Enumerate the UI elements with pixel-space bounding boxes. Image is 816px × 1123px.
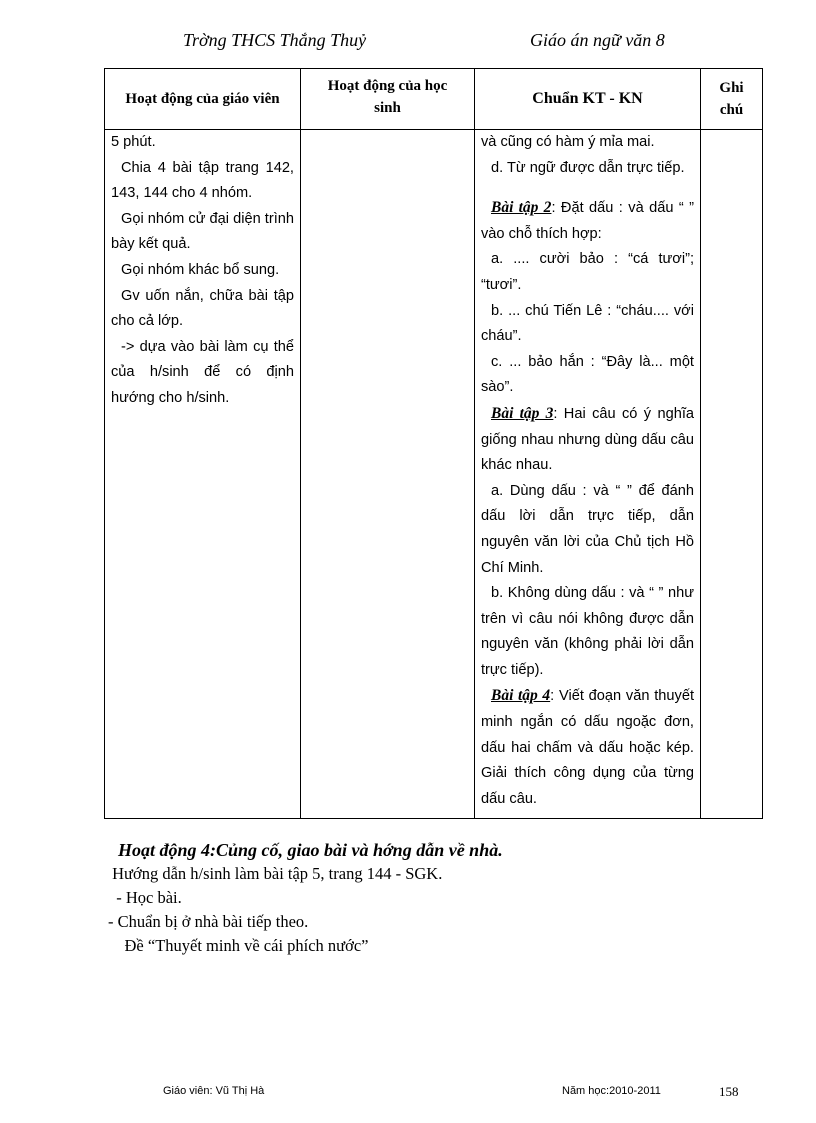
exercise-3-label: Bài tập 3 xyxy=(491,404,554,422)
teacher-line: 5 phút. xyxy=(111,134,156,150)
teacher-activity-cell xyxy=(105,130,301,819)
header-standard: Chuẩn KT - KN xyxy=(475,69,701,130)
footer-school-year: Năm học:2010-2011 xyxy=(562,1085,661,1097)
exercise-3-text: : Hai câu có ý nghĩa giống nhau nhưng dùng dấu câu khác nhau. xyxy=(481,405,694,474)
teacher-line: -> dựa vào bài làm cụ thể của h/sinh để có định hướng cho h/sinh. xyxy=(111,338,294,406)
standard-intro: d. Từ ngữ được dẫn trực tiếp. xyxy=(491,159,685,176)
header-student-activity: Hoạt động của học sinh xyxy=(301,69,475,130)
exercise-4 xyxy=(481,683,694,812)
exercise-4-text: : Viết đoạn văn thuyết minh ngắn có dấu ngoặc đơn, dấu hai chấm và dấu hoặc kép. Giải thích công dụng của từng dấu câu. xyxy=(481,688,694,807)
note-cell xyxy=(701,130,763,819)
teacher-line: Gọi nhóm cử đại diện trình bày kết quả. xyxy=(111,210,294,253)
exercise-2-b: b. ... chú Tiến Lê : “cháu.... với cháu”. xyxy=(481,302,694,345)
standard-cell xyxy=(475,130,701,819)
teacher-line: Gọi nhóm khác bổ sung. xyxy=(121,261,280,278)
lesson-table xyxy=(104,68,763,819)
header-school: Trờng THCS Thắng Thuỷ xyxy=(183,30,367,50)
footer-page-number: 158 xyxy=(719,1084,739,1099)
footer-teacher: Giáo viên: Vũ Thị Hà xyxy=(163,1085,265,1097)
exercise-2-c: c. ... bảo hắn : “Đây là... một sào”. xyxy=(481,353,694,396)
activity-4-line: Hướng dẫn h/sinh làm bài tập 5, trang 144 - SGK. xyxy=(108,864,443,883)
exercise-3 xyxy=(481,401,694,479)
activity-4-section xyxy=(108,838,503,958)
exercise-2 xyxy=(481,195,694,247)
exercise-4-label: Bài tập 4 xyxy=(491,687,551,705)
exercise-3-a: a. Dùng dấu : và “ ” để đánh dấu lời dẫn trực tiếp, dẫn nguyên văn lời của Chủ tịch Hồ Chí Minh. xyxy=(481,482,694,576)
standard-intro: và cũng có hàm ý mỉa mai. xyxy=(481,134,655,150)
activity-4-line: Đề “Thuyết minh về cái phích nước” xyxy=(108,936,369,955)
activity-4-line: - Học bài. xyxy=(108,888,182,907)
exercise-3-b: b. Không dùng dấu : và “ ” như trên vì câu nói không được dẫn nguyên văn (không phải lời dẫn trực tiếp). xyxy=(481,585,694,678)
header-subject: Giáo án ngữ văn 8 xyxy=(530,30,665,50)
teacher-line: Gv uốn nắn, chữa bài tập cho cả lớp. xyxy=(111,287,294,330)
header-teacher-activity: Hoạt động của giáo viên xyxy=(105,69,301,130)
spacer xyxy=(481,181,694,195)
teacher-line: Chia 4 bài tập trang 142, 143, 144 cho 4 nhóm. xyxy=(111,159,294,202)
activity-4-title: Hoạt động 4:Củng cố, giao bài và hớng dẫn về nhà. xyxy=(118,840,503,860)
header-note: Ghi chú xyxy=(701,69,763,130)
exercise-2-a: a. .... cười bảo : “cá tươi”; “tươi”. xyxy=(481,251,694,293)
exercise-2-text: : Đặt dấu : và dấu “ ” vào chỗ thích hợp: xyxy=(481,200,694,242)
student-activity-cell xyxy=(301,130,475,819)
activity-4-line: - Chuẩn bị ở nhà bài tiếp theo. xyxy=(108,912,309,931)
exercise-2-label: Bài tập 2 xyxy=(491,199,552,217)
